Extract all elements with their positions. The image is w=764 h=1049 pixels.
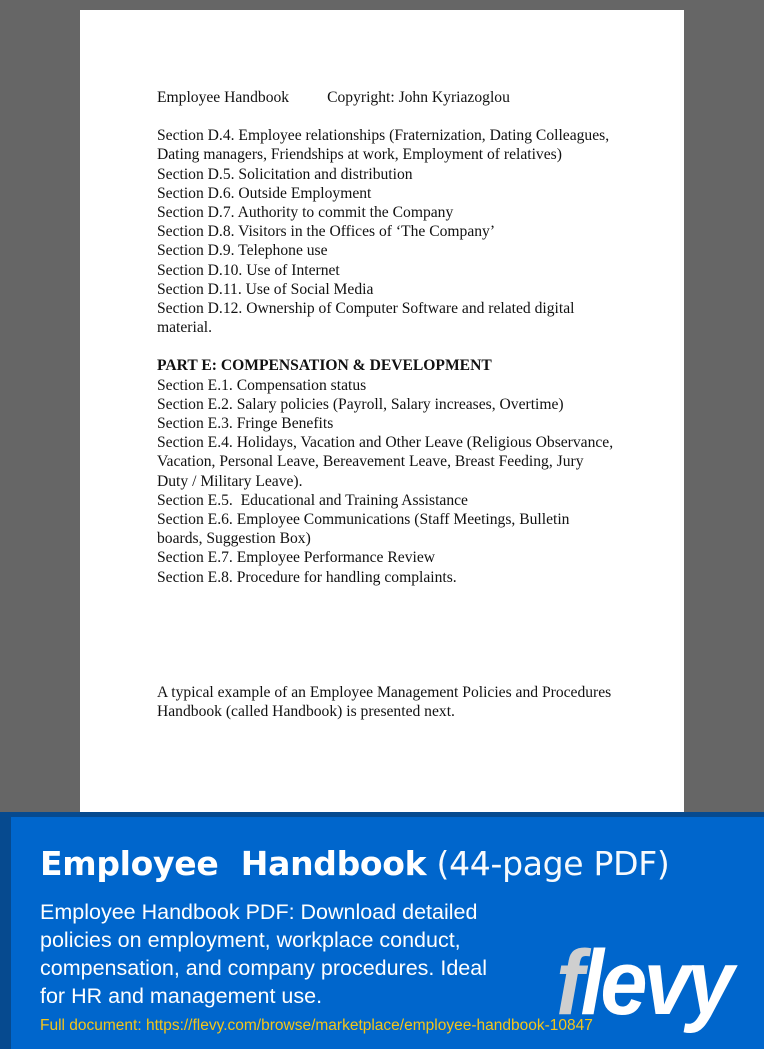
document-header: [157, 88, 617, 107]
section-d9: Section D.9. Telephone use: [157, 242, 328, 260]
flevy-logo[interactable]: [556, 932, 731, 1034]
section-e6: Section E.6. Employee Communications (Staff Meetings, Bulletin boards, Suggestion Box): [157, 511, 570, 548]
logo-f: f: [556, 932, 581, 1034]
section-e3: Section E.3. Fringe Benefits: [157, 415, 334, 433]
section-e1: Section E.1. Compensation status: [157, 376, 367, 394]
banner-description: Employee Handbook PDF: Download detailed policies on employment, workplace conduct, compensation, and company procedures. Ideal for HR and management use.: [40, 900, 487, 1008]
document-page: [80, 10, 684, 812]
header-copyright: Copyright: John Kyriazoglou: [327, 89, 510, 106]
section-e4: Section E.4. Holidays, Vacation and Other Leave (Religious Observance, Vacation, Personal Leave, Bereavement Leave, Breast Feeding, Jury Duty / Military Leave).: [157, 434, 614, 490]
section-d7: Section D.7. Authority to commit the Company: [157, 204, 454, 222]
page-content: [157, 88, 617, 721]
logo-rest: levy: [580, 932, 731, 1034]
section-d10: Section D.10. Use of Internet: [157, 261, 340, 279]
part-e-heading: PART E: COMPENSATION & DEVELOPMENT: [157, 357, 492, 375]
section-d8: Section D.8. Visitors in the Offices of ‘The Company’: [157, 223, 496, 241]
banner-title-pages: (44-page PDF): [436, 844, 670, 883]
section-e5: Section E.5. Educational and Training Assistance: [157, 491, 468, 509]
section-e7: Section E.7. Employee Performance Review: [157, 549, 435, 567]
section-d12: Section D.12. Ownership of Computer Software and related digital material.: [157, 300, 575, 337]
banner-title-main: Employee Handbook: [40, 844, 427, 883]
promo-banner: [0, 812, 764, 1049]
banner-title: [40, 844, 669, 883]
closing-paragraph: A typical example of an Employee Management Policies and Procedures Handbook (called Handbook) is presented next.: [157, 683, 612, 721]
section-d5: Section D.5. Solicitation and distribution: [157, 165, 413, 183]
section-d6: Section D.6. Outside Employment: [157, 184, 372, 202]
section-d11: Section D.11. Use of Social Media: [157, 280, 374, 298]
section-d4: Section D.4. Employee relationships (Fraternization, Dating Colleagues, Dating managers, Friendships at work, Employment of relatives): [157, 127, 610, 164]
section-e2: Section E.2. Salary policies (Payroll, Salary increases, Overtime): [157, 395, 564, 413]
banner-panel: [11, 817, 764, 1049]
full-document-link[interactable]: Full document: https://flevy.com/browse/marketplace/employee-handbook-10847: [40, 1017, 593, 1034]
section-e8: Section E.8. Procedure for handling complaints.: [157, 568, 457, 586]
header-title: Employee Handbook: [157, 89, 290, 106]
